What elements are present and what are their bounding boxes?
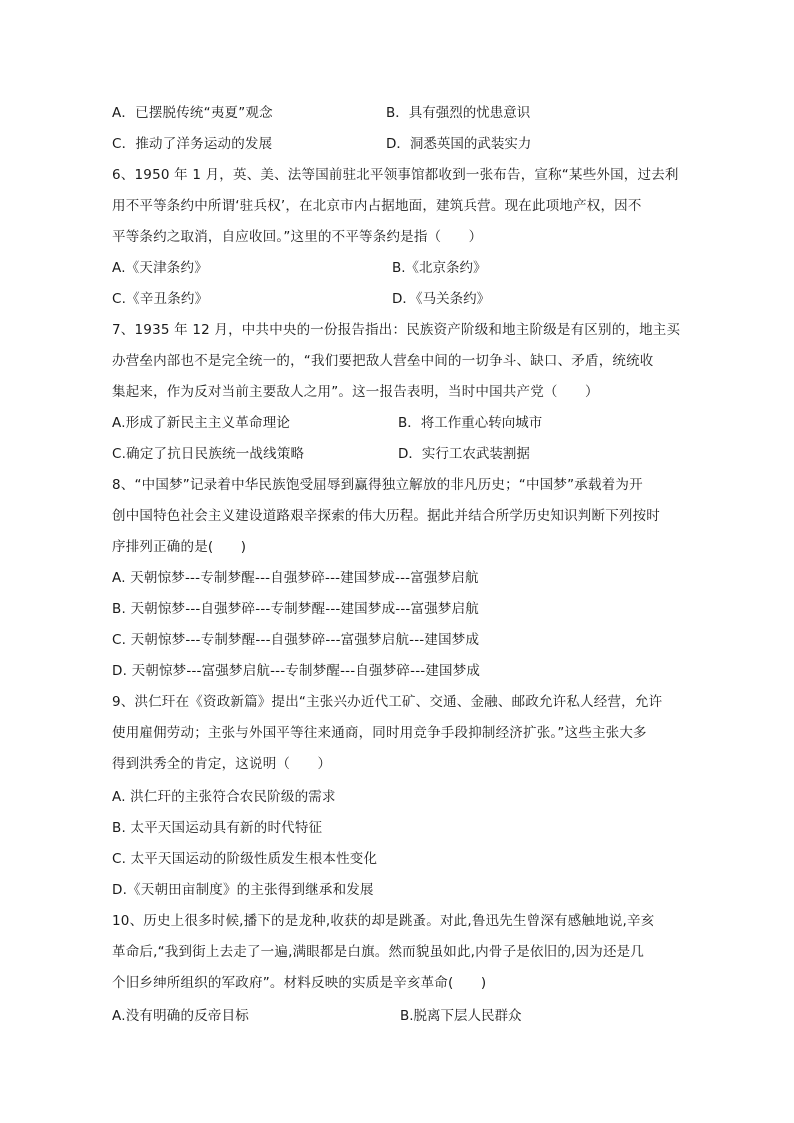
q7-option-a: A.形成了新民主主义革命理论: [112, 415, 291, 431]
q10-stem-line-2: 革命后,“我到街上去走了一遍,满眼都是白旗。然而貌虽如此,内骨子是依旧的,因为还是几: [112, 944, 645, 960]
q9-option-b: B. 太平天国运动具有新的时代特征: [112, 820, 323, 836]
q6-stem-line-1: 6、1950 年 1 月，英、美、法等国前驻北平领事馆都收到一张布告，宣称“某些外国，过去利: [112, 167, 679, 183]
q6-option-c: C.《辛丑条约》: [112, 291, 209, 307]
q5-option-a: A．已摆脱传统“夷夏”观念: [112, 105, 273, 121]
q8-option-b: B. 天朝惊梦---自强梦碎---专制梦醒---建国梦成---富强梦启航: [112, 601, 479, 617]
q6-stem-line-2: 用不平等条约中所谓‘驻兵权’，在北京市内占据地面，建筑兵营。现在此项地产权，因不: [112, 198, 642, 214]
q9-option-c: C. 太平天国运动的阶级性质发生根本性变化: [112, 851, 378, 867]
q9-option-d: D.《天朝田亩制度》的主张得到继承和发展: [112, 882, 374, 898]
q8-stem-line-2: 创中国特色社会主义建设道路艰辛探索的伟大历程。据此并结合所学历史知识判断下列按时: [112, 508, 660, 524]
q9-stem-line-1: 9、洪仁玕在《资政新篇》提出“主张兴办近代工矿、交通、金融、邮政允许私人经营，允许: [112, 694, 663, 710]
q9-option-a: A. 洪仁玕的主张符合农民阶级的需求: [112, 789, 336, 805]
q6-option-a: A.《天津条约》: [112, 260, 208, 276]
q7-stem-line-2: 办营垒内部也不是完全统一的，“我们要把敌人营垒中间的一切争斗、缺口、矛盾，统统收: [112, 353, 654, 369]
q5-option-c: C．推动了洋务运动的发展: [112, 136, 273, 152]
q5-option-d: D．洞悉英国的武装实力: [386, 136, 532, 152]
q8-stem-line-3: 序排列正确的是( ): [112, 539, 247, 555]
q6-option-d: D．《马关条约》: [392, 291, 491, 307]
q8-stem-line-1: 8、“中国梦”记录着中华民族饱受屈辱到赢得独立解放的非凡历史；“中国梦”承载着为开: [112, 477, 643, 493]
q7-option-c: C.确定了抗日民族统一战线策略: [112, 446, 305, 462]
q7-stem-line-3: 集起来，作为反对当前主要敌人之用”。这一报告表明，当时中国共产党（ ）: [112, 384, 599, 400]
q8-option-d: D. 天朝惊梦---富强梦启航---专制梦醒---自强梦碎---建国梦成: [112, 663, 481, 679]
q10-option-b: B.脱离下层人民群众: [400, 1008, 522, 1024]
q10-stem-line-1: 10、历史上很多时候,播下的是龙种,收获的却是跳蚤。对此,鲁迅先生曾深有感触地说,辛亥: [112, 913, 655, 929]
q10-stem-line-3: 个旧乡绅所组织的军政府”。材料反映的实质是辛亥革命( ): [112, 975, 487, 991]
q6-option-b: B.《北京条约》: [392, 260, 487, 276]
q10-option-a: A.没有明确的反帝目标: [112, 1008, 249, 1024]
q5-option-b: B．具有强烈的忧患意识: [386, 105, 531, 121]
q9-stem-line-2: 使用雇佣劳动；主张与外国平等往来通商，同时用竞争手段抑制经济扩张。”这些主张大多: [112, 725, 647, 741]
q7-stem-line-1: 7、1935 年 12 月，中共中央的一份报告指出：民族资产阶级和地主阶级是有区别的，地主买: [112, 322, 681, 338]
q6-stem-line-3: 平等条约之取消，自应收回。”这里的不平等条约是指（ ）: [112, 229, 483, 245]
q7-option-d: D．实行工农武装割据: [398, 446, 530, 462]
q9-stem-line-3: 得到洪秀全的肯定，这说明（ ）: [112, 756, 332, 772]
q7-option-b: B．将工作重心转向城市: [398, 415, 543, 431]
q8-option-a: A. 天朝惊梦---专制梦醒---自强梦碎---建国梦成---富强梦启航: [112, 570, 479, 586]
q8-option-c: C. 天朝惊梦---专制梦醒---自强梦碎---富强梦启航---建国梦成: [112, 632, 480, 648]
